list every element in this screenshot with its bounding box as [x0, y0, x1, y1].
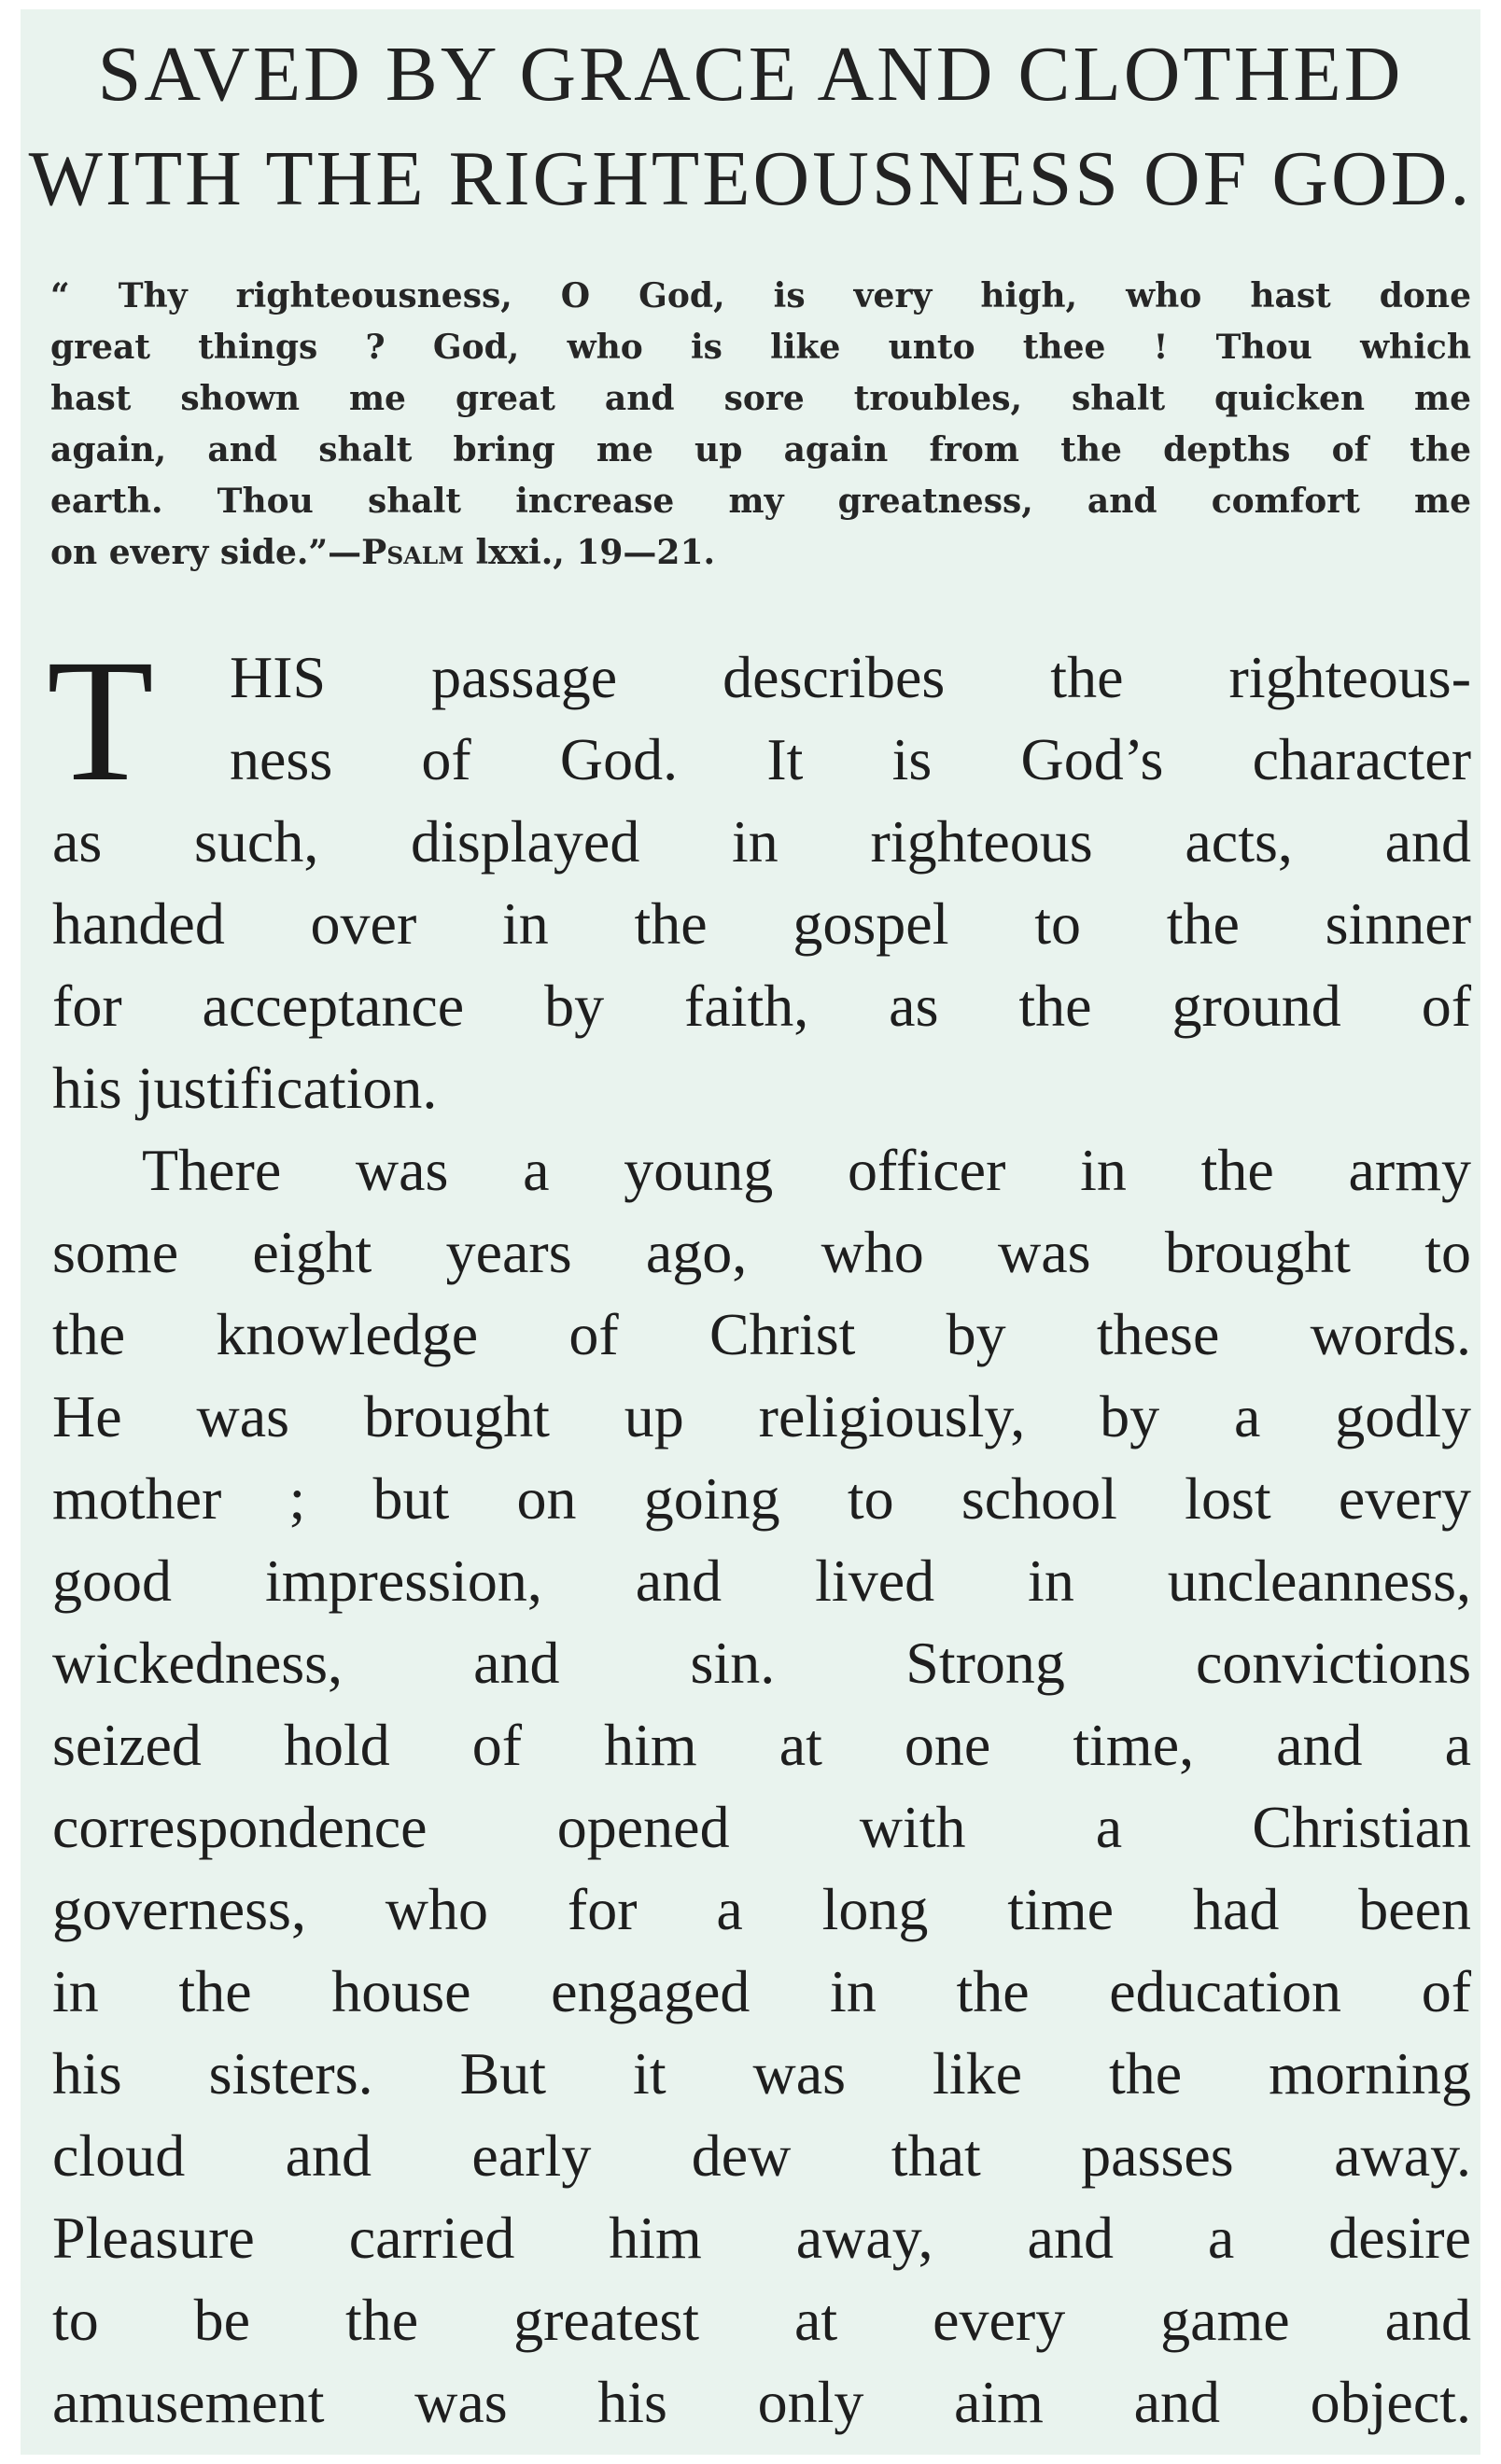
epigraph-last-line — [50, 527, 1471, 579]
paragraph-line: seized hold of him at one time, and a — [52, 1712, 1471, 1778]
paragraph-line: his justification. — [52, 1055, 438, 1121]
paragraph-line: Pleasure carried him away, and a desire — [52, 2205, 1471, 2271]
paragraph-line: There was a young officer in the army — [142, 1137, 1471, 1203]
citation-reference: lxxi., 19—21. — [463, 533, 716, 572]
paragraph-line: as such, displayed in righteous acts, and — [52, 808, 1471, 875]
paragraph-line: to be the greatest at every game and — [52, 2287, 1471, 2353]
epigraph-last-text: on every side.”— — [50, 533, 362, 572]
paragraph-line: some eight years ago, who was brought to — [52, 1219, 1471, 1285]
paragraph-line: the knowledge of Christ by these words. — [52, 1301, 1471, 1367]
paragraph-line: handed over in the gospel to the sinner — [52, 890, 1471, 957]
paragraph-line: He was brought up religiously, by a godly — [52, 1383, 1471, 1449]
drop-cap: T — [47, 623, 154, 818]
article-title-line-2: WITH THE RIGHTEOUSNESS OF GOD. — [28, 135, 1473, 222]
epigraph-line: great things ? God, who is like unto thee ! Thou which — [50, 328, 1471, 367]
paragraph-line: HIS passage describes the righteous- — [230, 644, 1471, 710]
paragraph-line: cloud and early dew that passes away. — [52, 2122, 1471, 2189]
paragraph-line: his sisters. But it was like the morning — [52, 2040, 1471, 2107]
paragraph-line: mother ; but on going to school lost every — [52, 1465, 1471, 1532]
epigraph-line: “ Thy righteousness, O God, is very high, who hast done — [50, 276, 1471, 315]
paragraph-line: governess, who for a long time had been — [52, 1876, 1471, 1942]
paragraph-line: for acceptance by faith, as the ground of — [52, 973, 1471, 1039]
article-title-line-1: SAVED BY GRACE AND CLOTHED — [97, 31, 1404, 118]
paragraph-line: correspondence opened with a Christian — [52, 1794, 1471, 1860]
paragraph-line: in the house engaged in the education of — [52, 1958, 1471, 2024]
document-page — [21, 9, 1480, 2455]
paragraph-line: amusement was his only aim and object. — [52, 2369, 1471, 2435]
epigraph-line: earth. Thou shalt increase my greatness, and comfort me — [50, 482, 1471, 521]
paragraph-line: good impression, and lived in uncleanness, — [52, 1547, 1471, 1614]
scripture-epigraph — [50, 271, 1471, 579]
article-body — [52, 637, 1471, 2443]
epigraph-line: again, and shalt bring me up again from the depths of the — [50, 430, 1471, 469]
paragraph-line: wickedness, and sin. Strong convictions — [52, 1630, 1471, 1696]
citation-book: Psalm — [361, 533, 464, 572]
epigraph-line: hast shown me great and sore troubles, shalt quicken me — [50, 379, 1471, 418]
paragraph-line: ness of God. It is God’s character — [230, 726, 1471, 792]
